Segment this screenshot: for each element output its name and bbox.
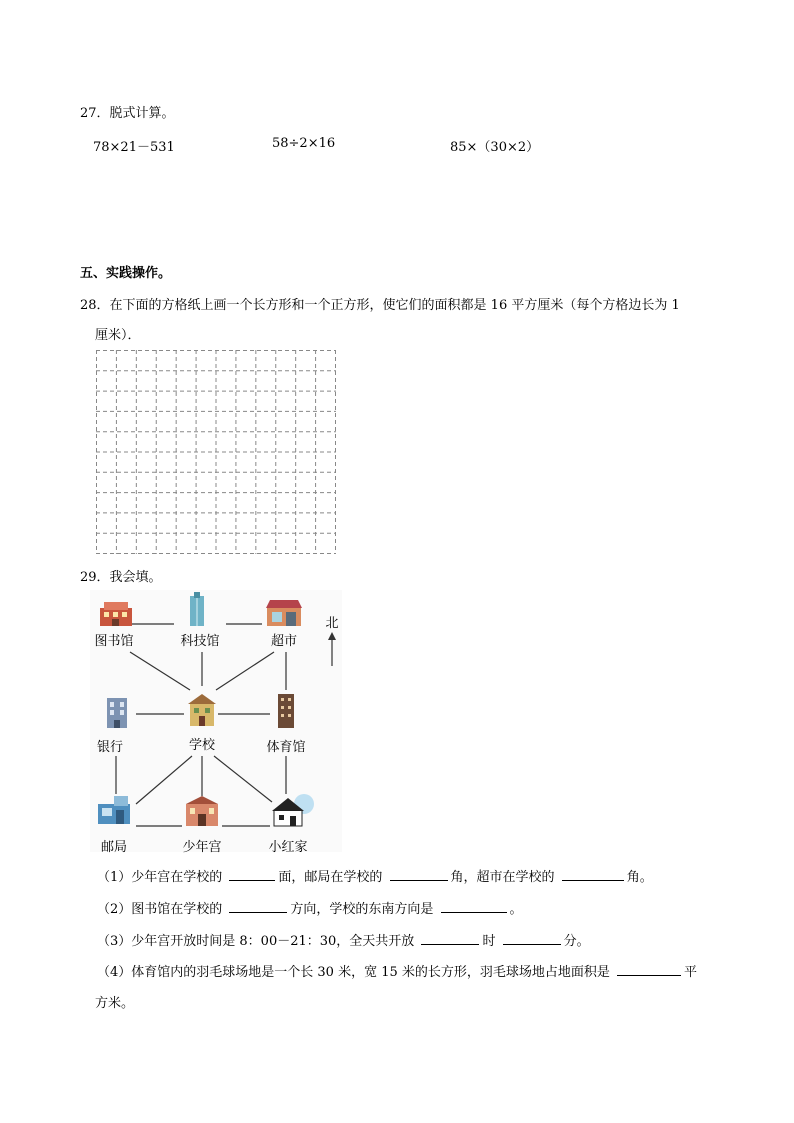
q29-s1-text-b: 面，邮局在学校的 (278, 870, 387, 885)
supermarket-building-icon (264, 598, 304, 628)
place-label-post: 邮局 (100, 840, 128, 855)
place-label-library: 图书馆 (94, 634, 134, 649)
line-market-school (216, 652, 274, 690)
q28-line-1: 28．在下面的方格纸上画一个长方形和一个正方形，使它们的面积都是 16 平方厘米（每个方格边长为 1 (80, 298, 680, 313)
direction-map (90, 590, 342, 855)
place-label-school: 学校 (188, 738, 216, 753)
place-label-bank: 银行 (96, 740, 124, 755)
q29-s3-text-c: 分。 (563, 934, 590, 949)
q29-s1-text-d: 角。 (626, 870, 653, 885)
xiaohong-home-icon (270, 794, 314, 828)
place-label-gym: 体育馆 (266, 740, 306, 755)
north-arrow-head (328, 632, 336, 640)
q27-title: 27．脱式计算。 (80, 106, 175, 121)
line-library-school (130, 652, 190, 690)
library-building-icon (98, 600, 134, 628)
youth-palace-building-icon (184, 796, 220, 828)
q29-s1-text-c: 角，超市在学校的 (450, 870, 559, 885)
place-label-youth: 少年宫 (182, 840, 222, 855)
answer-blank-6[interactable] (421, 932, 479, 945)
q29-s4-text-a: （4）体育馆内的羽毛球场地是一个长 30 米，宽 15 米的长方形，羽毛球场地占地面积是 (97, 965, 615, 980)
school-building-icon (186, 692, 218, 728)
answer-blank-2[interactable] (390, 868, 448, 881)
q29-s2-text-c: 。 (509, 902, 523, 917)
answer-blank-5[interactable] (441, 900, 507, 913)
q28-line-2: 厘米）． (95, 328, 141, 343)
place-label-xiaohong: 小红家 (268, 840, 308, 855)
section-5-title: 五、实践操作。 (80, 266, 172, 281)
q29-s1-text-a: （1）少年宫在学校的 (97, 870, 227, 885)
q27-expr-3: 85×（30×2） (450, 140, 540, 155)
q29-sub-4 (97, 961, 697, 980)
gym-building-icon (274, 692, 298, 730)
square-grid-paper[interactable] (96, 350, 336, 554)
place-label-market: 超市 (270, 634, 298, 649)
q29-sub-1 (97, 866, 653, 885)
q29-title: 29．我会填。 (80, 570, 162, 585)
answer-blank-3[interactable] (562, 868, 624, 881)
q29-s2-text-b: 方向，学校的东南方向是 (290, 902, 438, 917)
q29-sub-3 (97, 930, 590, 949)
answer-blank-7[interactable] (503, 932, 561, 945)
post-office-building-icon (96, 794, 132, 826)
tech-museum-building-icon (184, 592, 210, 628)
q29-s4-text-b: 平 (684, 965, 698, 980)
q29-s2-text-a: （2）图书馆在学校的 (97, 902, 227, 917)
grid-svg (96, 350, 336, 554)
line-school-xiaohong (214, 756, 272, 802)
q29-s3-text-a: （3）少年宫开放时间是 8：00－21：30，全天共开放 (97, 934, 419, 949)
answer-blank-1[interactable] (229, 868, 275, 881)
answer-blank-4[interactable] (229, 900, 287, 913)
north-label: 北 (325, 616, 339, 631)
q27-expr-1: 78×21－531 (93, 140, 175, 155)
answer-blank-8[interactable] (617, 963, 681, 976)
q27-expr-2: 58÷2×16 (272, 136, 336, 151)
bank-building-icon (104, 694, 130, 730)
place-label-tech: 科技馆 (180, 634, 220, 649)
q29-sub-4-cont: 方米。 (95, 996, 135, 1011)
q29-s3-text-b: 时 (482, 934, 500, 949)
q29-sub-2 (97, 898, 523, 917)
